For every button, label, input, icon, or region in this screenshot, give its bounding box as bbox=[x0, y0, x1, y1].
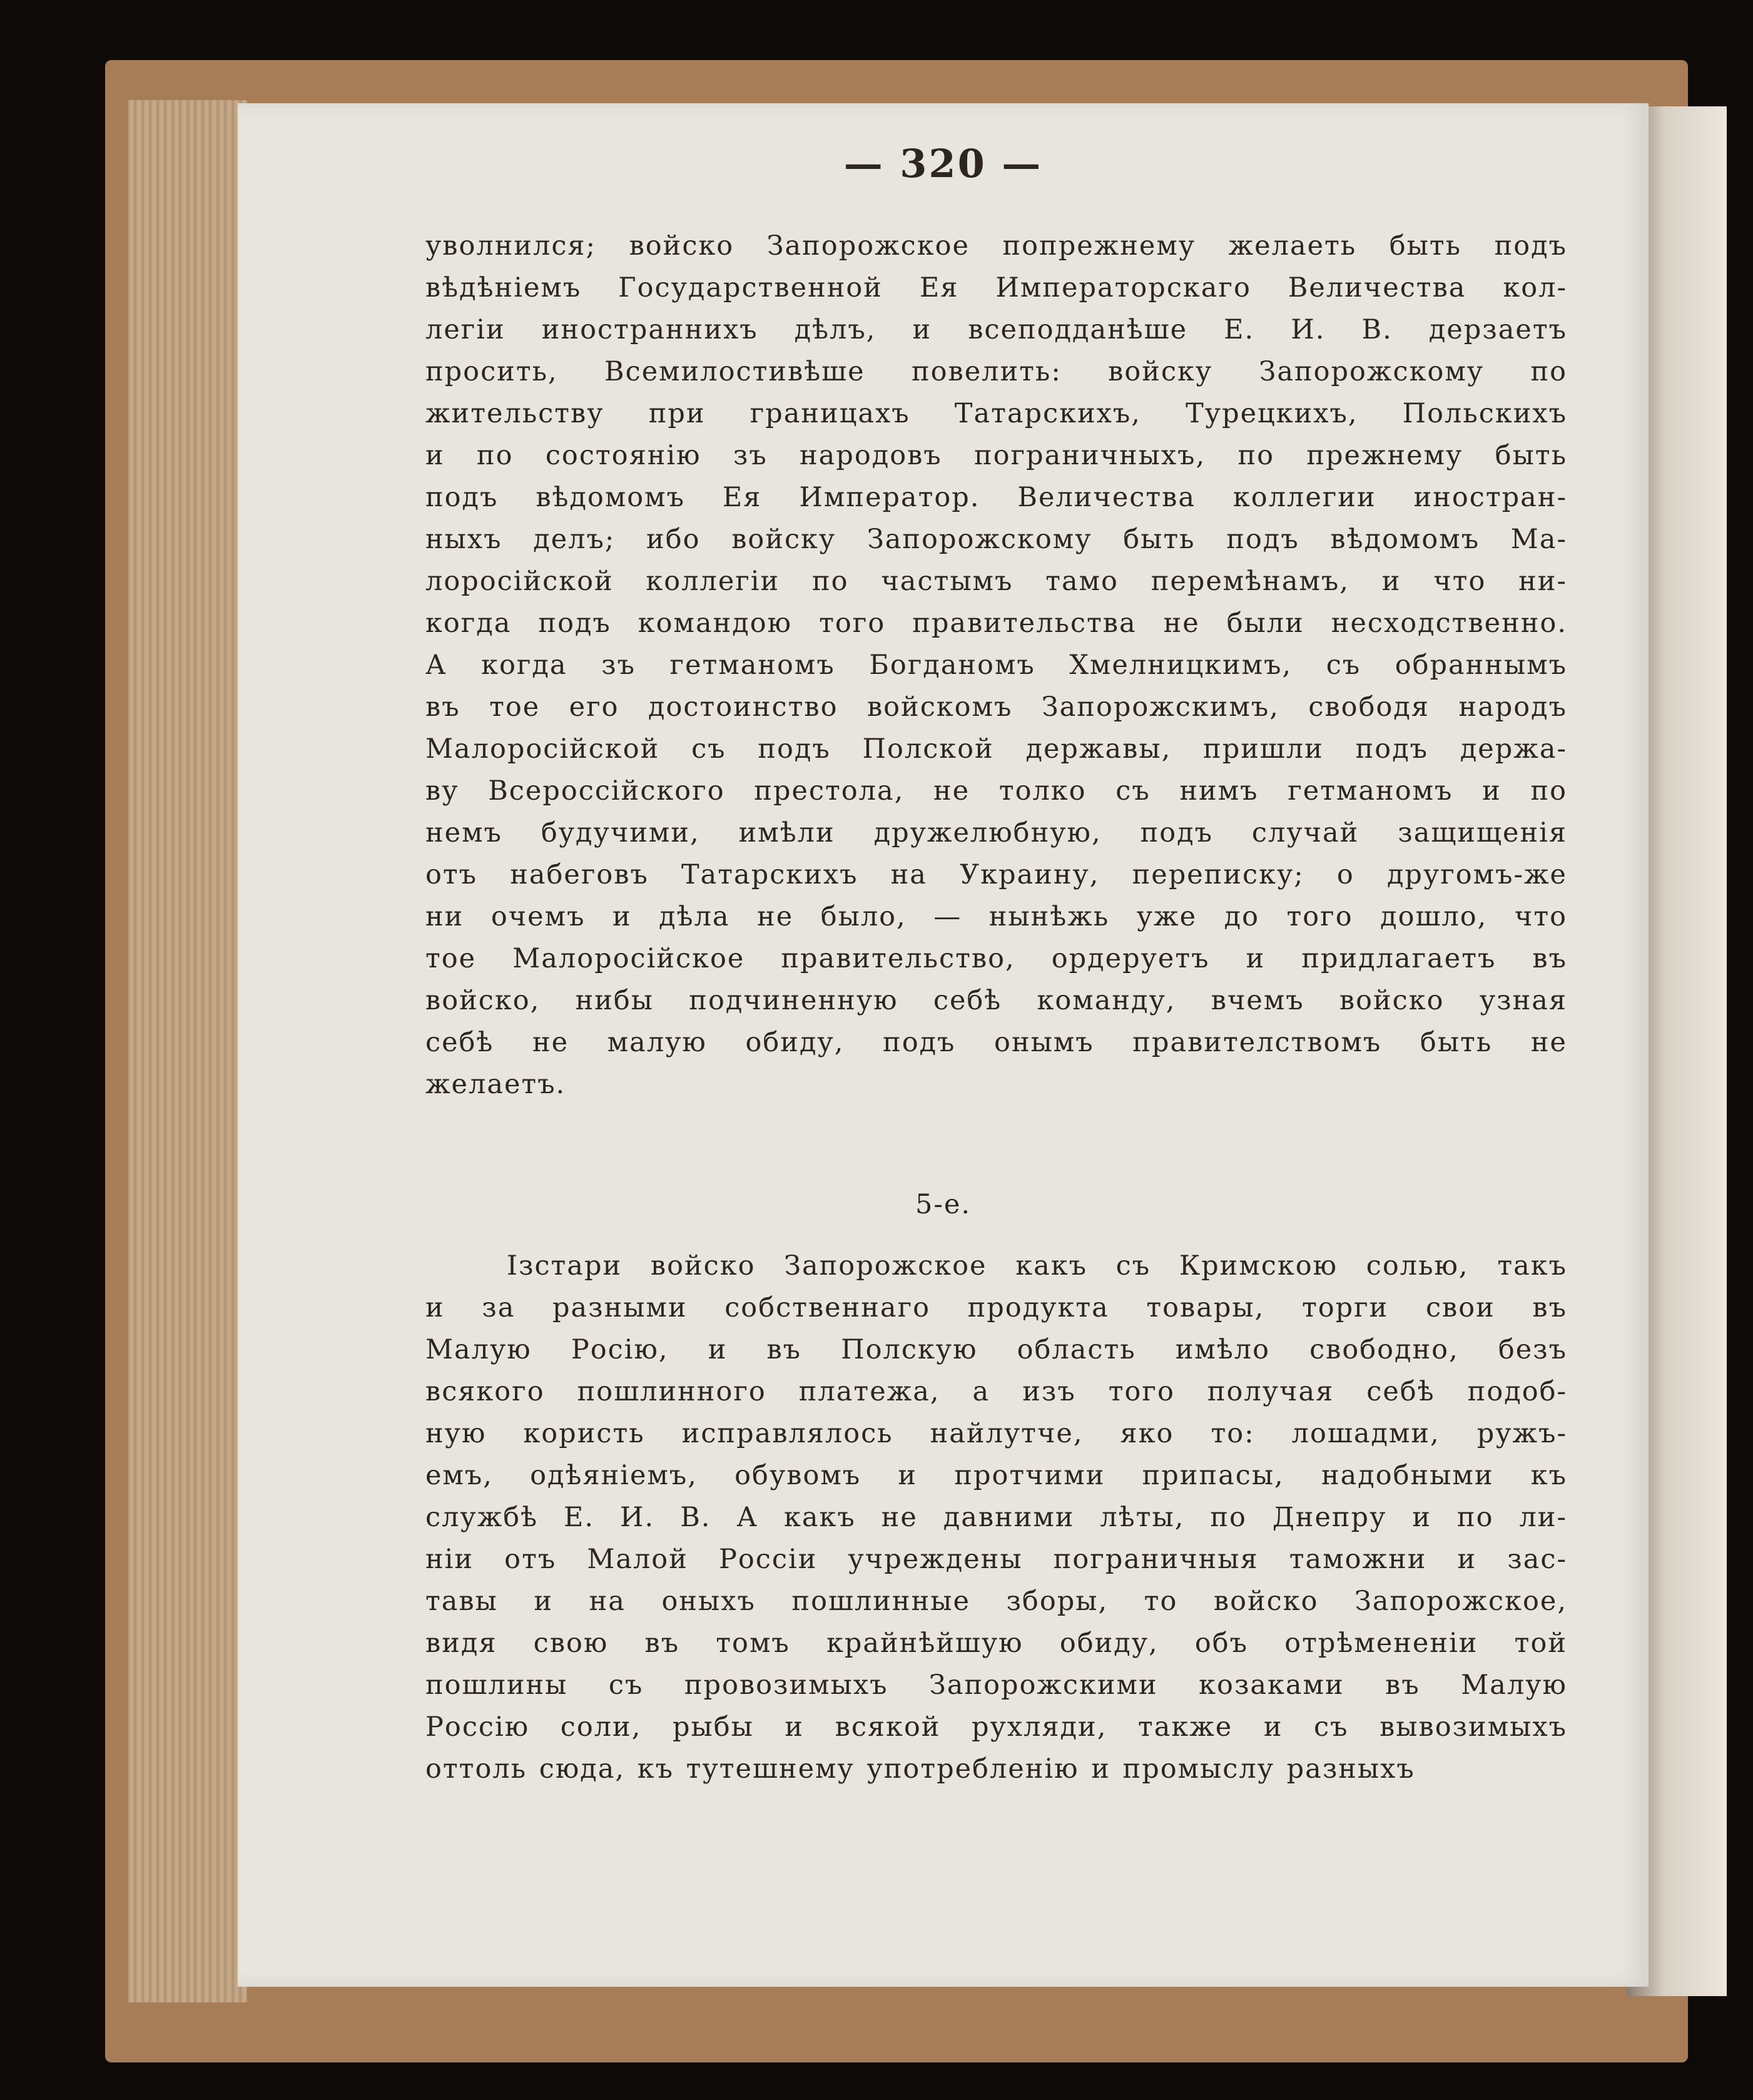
text-line: отъ набеговъ Татарскихъ на Украину, переписку; о другомъ-же bbox=[425, 859, 1567, 890]
text-line: Малую Росію, и въ Полскую область имѣло свободно, безъ bbox=[425, 1334, 1567, 1365]
text-line: желаетъ. bbox=[425, 1069, 566, 1100]
text-block-1 bbox=[425, 225, 1567, 1106]
section-heading: 5-е. bbox=[915, 1189, 971, 1220]
text-line: А когда зъ гетманомъ Богданомъ Хмелницкимъ, съ обраннымъ bbox=[425, 650, 1567, 681]
text-line: просить, Всемилостивѣше повелить: войску Запорожскому по bbox=[425, 356, 1567, 387]
text-line: вѣдѣніемъ Государственной Ея Императорскаго Величества кол- bbox=[425, 272, 1567, 303]
text-line: и по состоянію зъ народовъ пограничныхъ, по прежнему быть bbox=[425, 440, 1567, 471]
text-line: себѣ не малую обиду, подъ онымъ правителствомъ быть не bbox=[425, 1027, 1567, 1058]
text-block-2 bbox=[425, 1245, 1567, 1790]
text-line: Россію соли, рыбы и всякой рухляди, также и съ вывозимыхъ bbox=[425, 1711, 1567, 1743]
text-line: тавы и на оныхъ пошлинные зборы, то войско Запорожское, bbox=[425, 1586, 1567, 1617]
text-line: и за разными собственнаго продукта товары, торги свои въ bbox=[425, 1292, 1567, 1323]
text-line: оттоль сюда, къ тутешнему употребленію и промыслу разныхъ bbox=[425, 1753, 1415, 1785]
text-line: Ізстари войско Запорожское какъ съ Кримскою солью, такъ bbox=[507, 1250, 1567, 1282]
text-line: ную користь исправлялось найлутче, яко то: лошадми, ружъ- bbox=[425, 1418, 1567, 1449]
text-line: когда подъ командою того правительства не были несходственно. bbox=[425, 608, 1567, 639]
text-line: емъ, одѣяніемъ, обувомъ и протчими припасы, надобными къ bbox=[425, 1460, 1567, 1491]
text-line: пошлины съ провозимыхъ Запорожскими козаками въ Малую bbox=[425, 1669, 1567, 1701]
text-line: Малоросійской съ подъ Полской державы, пришли подъ держа- bbox=[425, 733, 1567, 765]
text-line: легіи иностраннихъ дѣлъ, и всеподданѣше Е. И. В. дерзаетъ bbox=[425, 314, 1567, 345]
text-line: уволнился; войско Запорожское попрежнему желаеть быть подъ bbox=[425, 230, 1567, 262]
text-line: ву Всероссійского престола, не толко съ нимъ гетманомъ и по bbox=[425, 775, 1567, 807]
book-page bbox=[238, 103, 1649, 1987]
text-line: всякого пошлинного платежа, а изъ того получая себѣ подоб- bbox=[425, 1376, 1567, 1407]
text-line: ныхъ делъ; ибо войску Запорожскому быть подъ вѣдомомъ Ма- bbox=[425, 524, 1567, 555]
text-line: въ тое его достоинство войскомъ Запорожскимъ, свободя народъ bbox=[425, 691, 1567, 723]
text-line: ни очемъ и дѣла не было, — нынѣжь уже до того дошло, что bbox=[425, 901, 1567, 932]
text-line: немъ будучими, имѣли дружелюбную, подъ случай защищенія bbox=[425, 817, 1567, 849]
text-line: ніи отъ Малой Россіи учреждены пограничныя таможни и зас- bbox=[425, 1544, 1567, 1575]
page-edges bbox=[128, 100, 247, 2002]
text-line: тое Малоросійское правительство, ордеруетъ и придлагаетъ въ bbox=[425, 943, 1567, 974]
text-line: войско, нибы подчиненную себѣ команду, вчемъ войско узная bbox=[425, 985, 1567, 1016]
text-line: службѣ Е. И. В. А какъ не давними лѣты, по Днепру и по ли- bbox=[425, 1502, 1567, 1533]
text-line: видя свою въ томъ крайнѣйшую обиду, объ отрѣмененіи той bbox=[425, 1628, 1567, 1659]
text-line: лоросійской коллегіи по частымъ тамо перемѣнамъ, и что ни- bbox=[425, 566, 1567, 597]
page-number: — 320 — bbox=[843, 141, 1043, 186]
text-line: подъ вѣдомомъ Ея Император. Величества коллегии иностран- bbox=[425, 482, 1567, 513]
text-line: жительству при границахъ Татарскихъ, Турецкихъ, Польскихъ bbox=[425, 398, 1567, 429]
